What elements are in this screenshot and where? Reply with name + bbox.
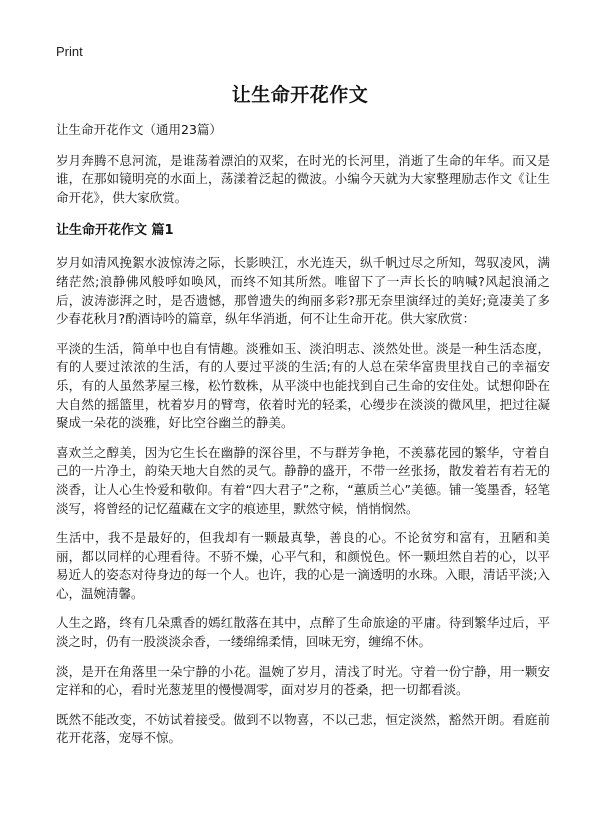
paragraph: 既然不能改变，不妨试着接受。做到不以物喜，不以己悲，恒定淡然，豁然开朗。看庭前花开花落，宠辱不惊。 <box>56 711 550 746</box>
paragraph: 淡，是开在角落里一朵宁静的小花。温婉了岁月，清浅了时光。守着一份宁静，用一颗安定祥和的心，看时光葱茏里的慢慢凋零，面对岁月的苍桑，把一切都看淡。 <box>56 663 550 698</box>
page-title: 让生命开花作文 <box>231 84 369 106</box>
article-subtitle: 让生命开花作文（通用23篇） <box>56 122 222 137</box>
intro-paragraph: 岁月奔腾不息河流，是谁荡着漂泊的双桨，在时光的长河里，消逝了生命的年华。而又是谁，在那如镜明亮的水面上，荡漾着泛起的微波。小编今天就为大家整理励志作文《让生命开花》，供大家欣赏。 <box>56 152 550 205</box>
paragraph: 人生之路，终有几朵熏香的嫣红散落在其中，点醉了生命旅途的平庸。待到繁华过后，平淡之时，仍有一股淡淡余香，一缕绵绵柔情，回味无穷，缠绵不休。 <box>56 615 550 650</box>
paragraph: 喜欢兰之醇美，因为它生长在幽静的深谷里，不与群芳争艳，不羡慕花园的繁华，守着自己的一片净土，韵染天地大自然的灵气。静静的盛开，不带一丝张扬，散发着若有若无的淡香，让人心生怜爱和敬仰。有着“四大君子”之称，“蕙质兰心”美德。铺一笺墨香，轻笔淡写，将曾经的记忆蕴藏在文字的痕迹里，默然守候，悄悄悯然。 <box>56 444 550 516</box>
print-link[interactable]: Print <box>56 44 83 59</box>
paragraph: 生活中，我不是最好的，但我却有一颗最真挚，善良的心。不论贫穷和富有，丑陋和美丽，都以同样的心理看待。不骄不燥，心平气和，和颜悦色。怀一颗坦然自若的心，以平易近人的姿态对待身边的每一个人。也许，我的心是一滴透明的水珠。入眼，清话平淡;入心，温婉清馨。 <box>56 530 550 601</box>
article-body <box>56 121 550 759</box>
section-heading: 让生命开花作文 篇1 <box>56 223 174 239</box>
paragraph: 岁月如清风挽絮水波惊涛之际，长影映江，水光连天，纵千帆过尽之所知，驾驭凌风，满绪茫然;浪静佛风般呼如唤风，而终不知其所然。唯留下了一声长长的呐喊?风起浪涌之后，波涛澎湃之时，是否遗憾，那曾遗失的绚丽多彩?那无奈里演绎过的美好;竟凄美了多少春花秋月?酌酒诗吟的篇章，纵年华消逝，何不让生命开花。供大家欣赏： <box>56 255 550 327</box>
paragraph: 平淡的生活，简单中也自有情趣。淡雅如玉、淡泊明志、淡然处世。淡是一种生活态度，有的人要过浓浓的生活，有的人要过平淡的生活;有的人总在荣华富贵里找自己的幸福安乐，有的人虽然茅屋三椽，松竹数株，从平淡中也能找到自己生命的安住处。试想仰卧在大自然的摇篮里，枕着岁月的臂弯，依着时光的轻柔，心缦步在淡淡的微风里，把过往凝聚成一朵花的淡雅，好比空谷幽兰的静美。 <box>56 340 550 431</box>
